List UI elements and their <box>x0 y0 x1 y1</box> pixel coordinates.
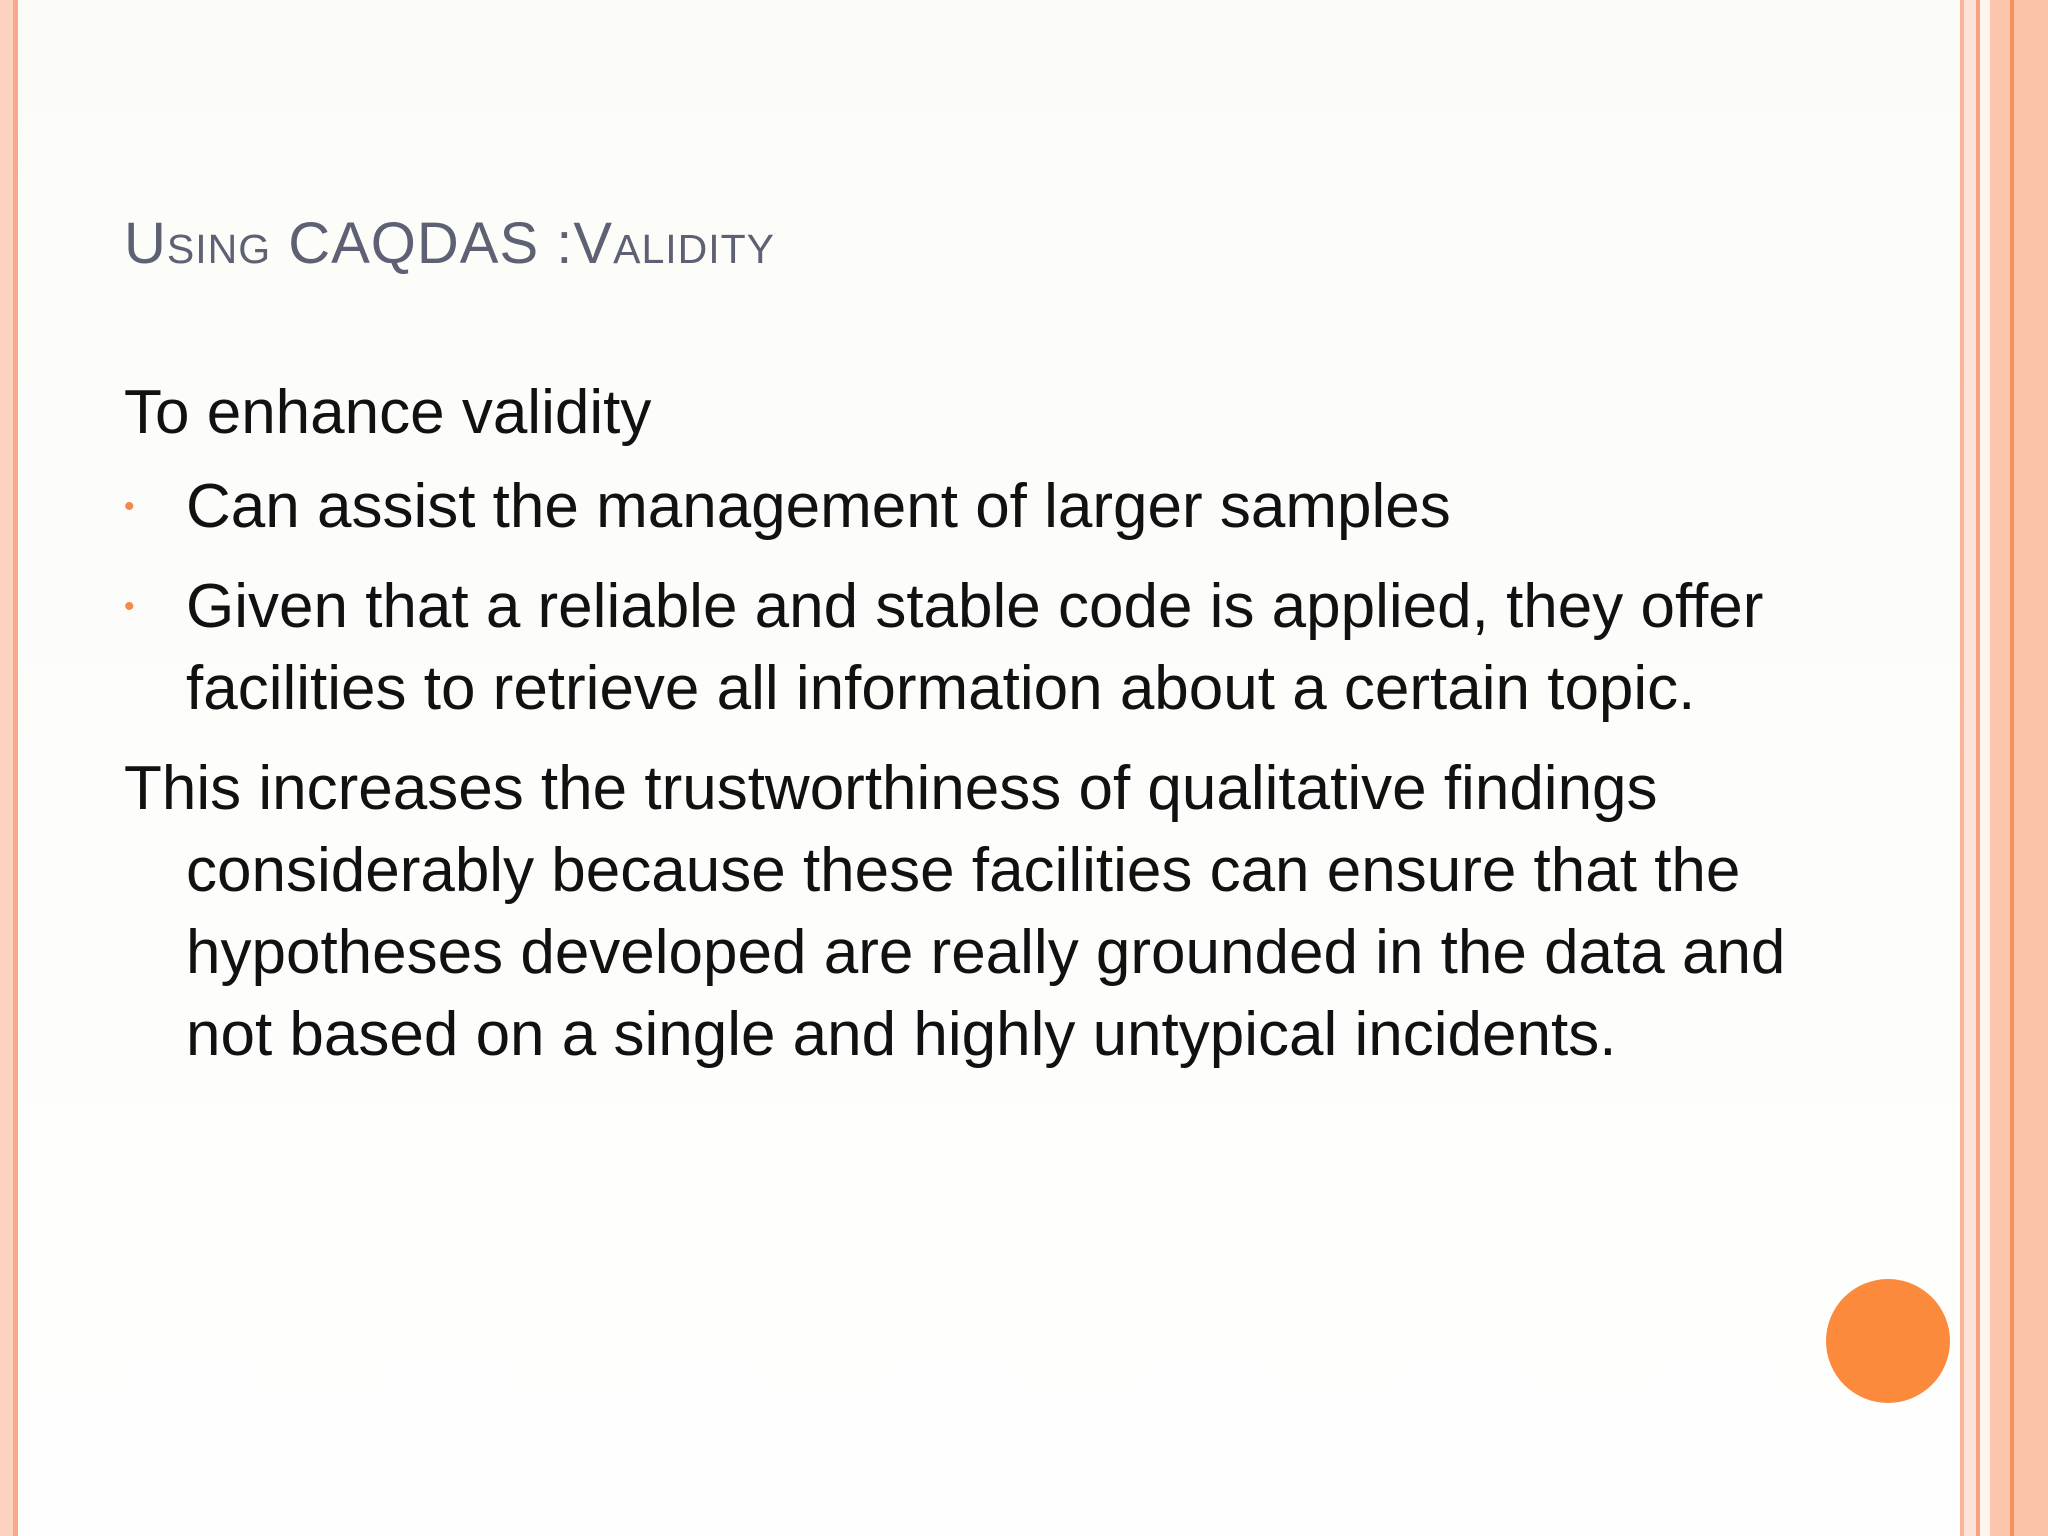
slide-body <box>124 372 1824 1076</box>
bullet-text: Can assist the management of larger samples <box>186 472 1451 541</box>
right-border-stripe <box>1990 0 2010 1536</box>
bullet-item <box>124 566 1824 730</box>
accent-circle <box>1826 1279 1950 1403</box>
closing-text: This increases the trustworthiness of qualitative findings considerably because these facilities can ensure that the hypotheses developed are really grounded in the data and not based on a single and highly untypical incidents. <box>124 754 1786 1069</box>
intro-text: To enhance validity <box>124 378 652 447</box>
bullet-icon: • <box>124 490 135 523</box>
right-border-stripe <box>2014 0 2048 1536</box>
bullet-item <box>124 466 1824 548</box>
bullet-icon: • <box>124 590 135 623</box>
right-border-stripe <box>1964 0 1976 1536</box>
right-border-stripe <box>1980 0 1990 1536</box>
bullet-text: Given that a reliable and stable code is applied, they offer facilities to retrieve all information about a certain topic. <box>186 572 1764 723</box>
left-border-line <box>13 0 18 1536</box>
left-border <box>0 0 13 1536</box>
slide-title: Using CAQDAS :Validity <box>124 211 776 276</box>
